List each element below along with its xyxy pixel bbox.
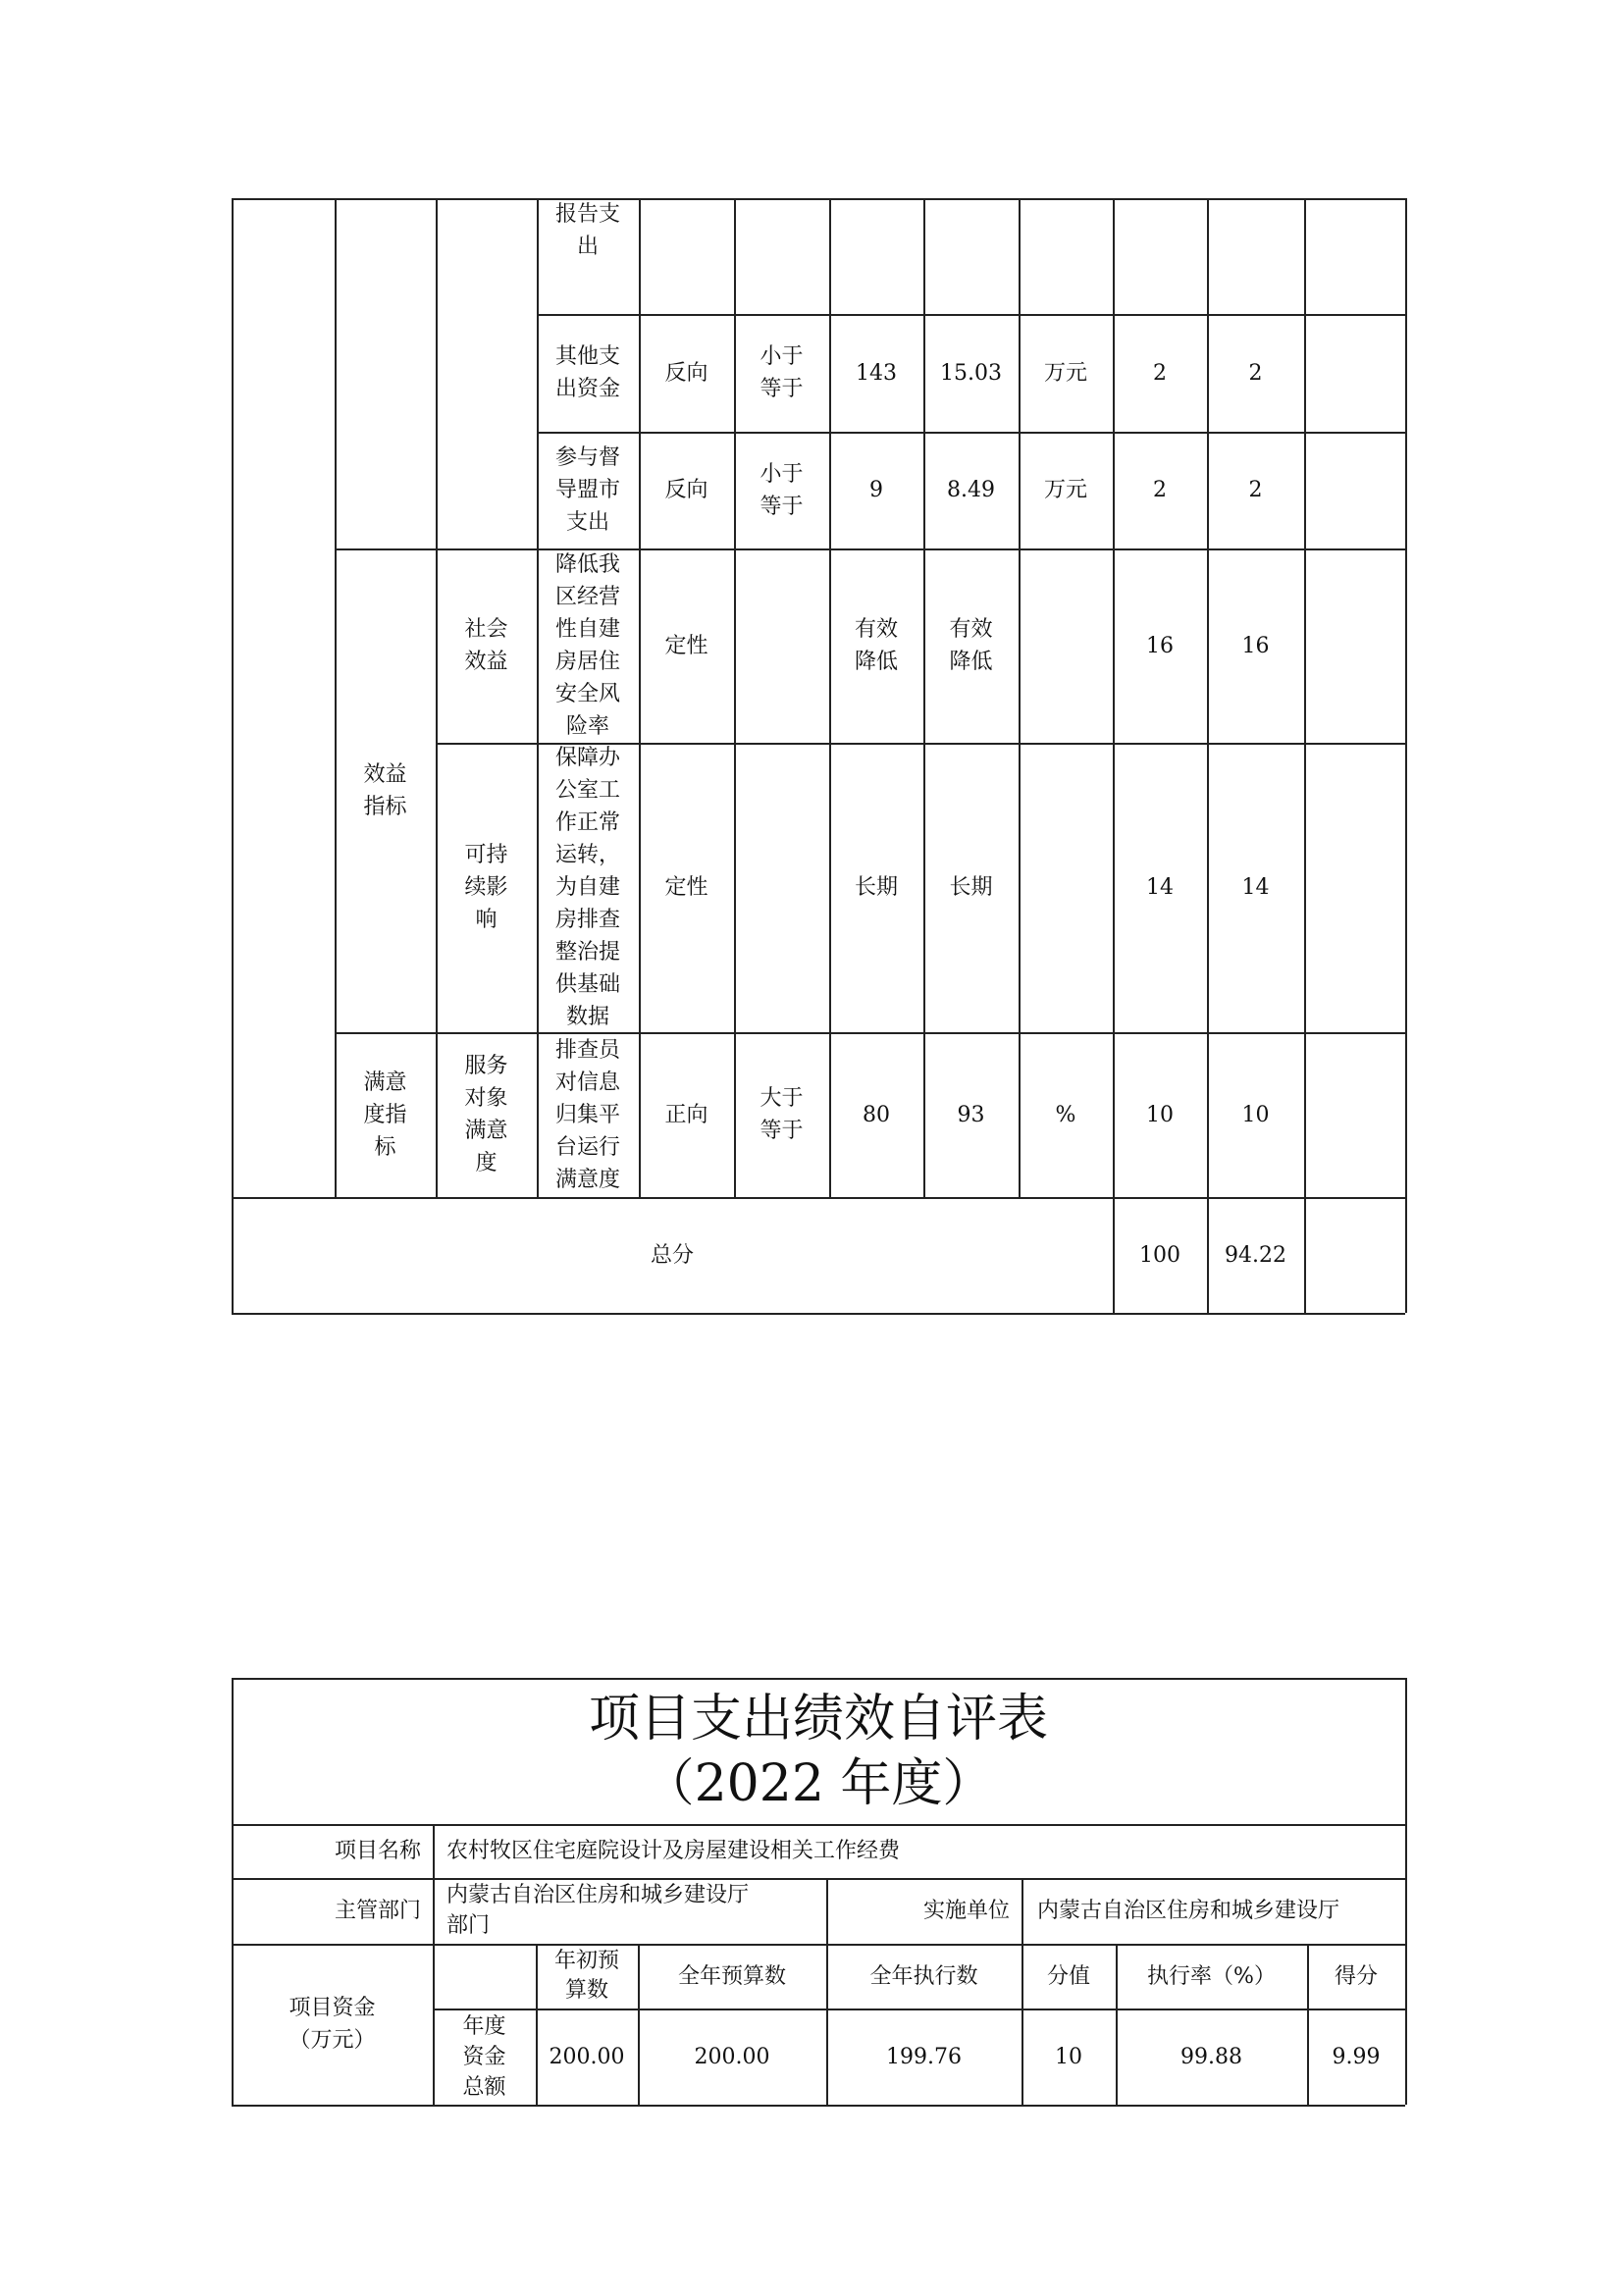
level2-sustainable-impact: 可持 续影 响 [464,843,508,932]
impl-label: 实施单位 [922,1899,1010,1923]
dept-label: 主管部门 [334,1899,421,1923]
indicator-target: 143 [856,360,897,386]
header-annual-budget: 全年预算数 [677,1963,786,1989]
level2-service-satisfaction: 服务 对象 满意 度 [464,1054,508,1175]
indicator-actual: 93 [957,1102,985,1127]
indicator-target: 长期 [854,875,898,900]
indicator-operator: 大于 等于 [760,1086,804,1143]
indicator-name: 参与督 导盟市 支出 [554,445,620,535]
total-weight: 100 [1139,1242,1180,1268]
header-initial-budget: 年初预 算数 [553,1949,619,2003]
indicator-weight: 16 [1146,633,1174,658]
indicator-unit: 万元 [1043,360,1087,386]
indicator-score: 2 [1248,478,1263,502]
indicator-actual: 长期 [949,875,993,900]
indicator-name: 报告支 出 [554,202,620,259]
project-name-label: 项目名称 [334,1839,421,1863]
title-line-2: （2022 年度） [643,1754,994,1813]
impl-value: 内蒙古自治区住房和城乡建设厅 [1037,1899,1340,1923]
header-annual-execution: 全年执行数 [869,1963,978,1989]
indicator-score: 16 [1241,633,1270,658]
indicator-operator: 小于 等于 [760,344,804,401]
level2-social-benefit: 社会 效益 [464,617,508,674]
indicator-weight: 2 [1153,478,1167,502]
indicator-actual: 有效 降低 [949,617,993,674]
header-execution-rate: 执行率（%） [1147,1963,1276,1989]
indicator-target: 9 [869,478,883,502]
funds-label: 项目资金 （万元） [288,1996,376,2053]
annual-total-execution-rate: 99.88 [1180,2044,1242,2069]
annual-total-annual-budget: 200.00 [694,2044,770,2069]
total-label: 总分 [650,1242,694,1268]
indicator-unit: 万元 [1043,478,1087,502]
page-title [234,1680,1403,1823]
annual-total-initial-budget: 200.00 [549,2044,625,2069]
indicator-weight: 14 [1146,875,1174,900]
dept-value: 内蒙古自治区住房和城乡建设厅 部门 [446,1883,750,1938]
indicator-score: 10 [1241,1102,1270,1127]
header-score: 得分 [1334,1963,1378,1989]
indicator-name: 降低我 区经营 性自建 房居住 安全风 险率 [554,552,620,739]
indicator-actual: 8.49 [947,478,995,502]
level1-benefit-indicator: 效益 指标 [363,761,407,819]
indicator-operator: 小于 等于 [760,461,804,519]
indicator-nature: 定性 [664,633,708,658]
annual-total-score: 9.99 [1332,2044,1381,2069]
header-score-value: 分值 [1046,1963,1090,1989]
indicator-nature: 定性 [664,875,708,900]
indicator-name: 保障办 公室工 作正常 运转， 为自建 房排查 整治提 供基础 数据 [554,746,620,1029]
indicator-unit: % [1055,1102,1076,1127]
indicator-target: 80 [863,1102,890,1127]
total-score: 94.22 [1225,1242,1286,1268]
indicator-actual: 15.03 [940,360,1002,386]
title-line-1: 项目支出绩效自评表 [588,1690,1048,1748]
indicator-nature: 正向 [664,1102,708,1127]
level1-satisfaction-indicator: 满意 度指 标 [363,1070,407,1160]
indicator-name: 排查员 对信息 归集平 台运行 满意度 [554,1037,620,1192]
indicator-score: 2 [1248,360,1263,386]
indicator-score: 14 [1241,875,1270,900]
annual-total-score-value: 10 [1055,2044,1082,2069]
indicator-nature: 反向 [664,478,708,502]
project-name-value: 农村牧区住宅庭院设计及房屋建设相关工作经费 [446,1839,901,1863]
indicator-weight: 2 [1153,360,1167,386]
indicator-weight: 10 [1146,1102,1174,1127]
indicator-nature: 反向 [664,360,708,386]
annual-total-label: 年度 资金 总额 [462,2013,506,2100]
indicator-name: 其他支 出资金 [554,344,620,401]
annual-total-execution: 199.76 [886,2044,962,2069]
indicator-target: 有效 降低 [854,617,898,674]
